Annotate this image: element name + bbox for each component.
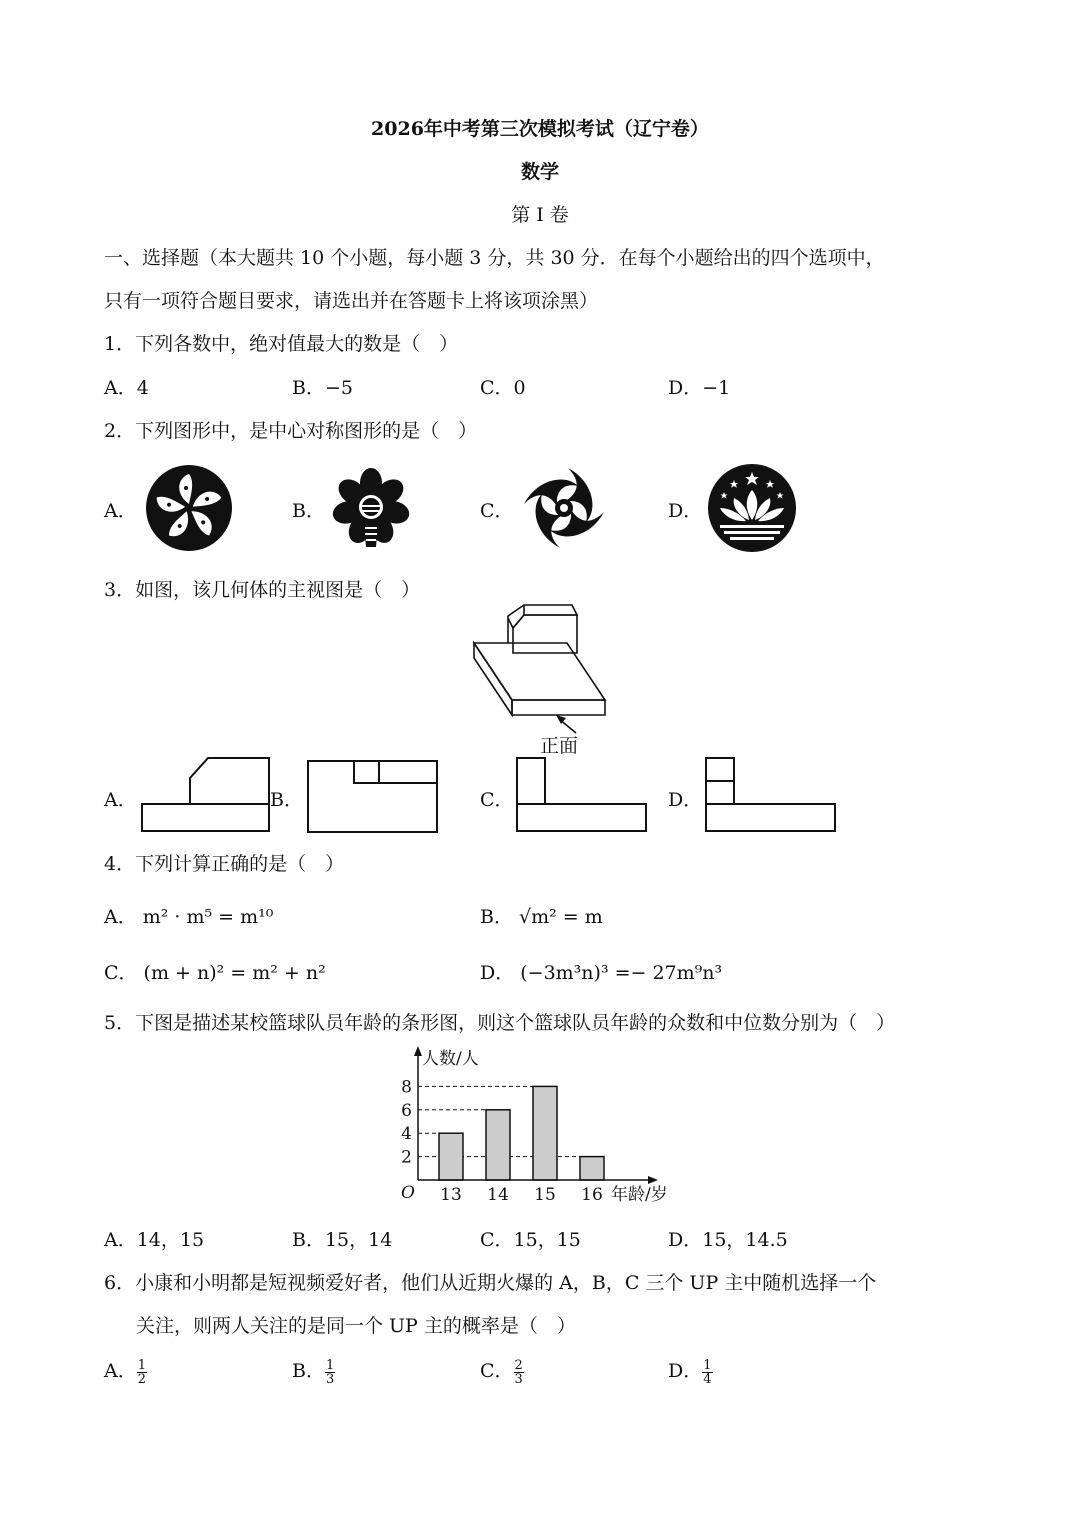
option-expression: (m + n)² = m² + n²	[143, 962, 326, 984]
front-view-option-c-figure	[515, 756, 649, 834]
question-3-stem: 3．如图，该几何体的主视图是（ ）	[104, 579, 421, 601]
front-view-option-d-figure	[704, 756, 838, 834]
bar-13	[439, 1133, 463, 1180]
front-view-option-b-figure	[306, 759, 440, 835]
question-5-option-a[interactable]: A．14，15	[104, 1229, 205, 1251]
y-tick-label: 8	[401, 1077, 412, 1098]
question-2-option-a[interactable]: A．	[104, 500, 137, 522]
exam-title: 2026年中考第三次模拟考试（辽宁卷）	[371, 118, 709, 140]
question-6-option-b[interactable]	[292, 1356, 335, 1386]
option-expression: m² · m⁵ = m¹⁰	[142, 906, 274, 928]
option-label: C．	[104, 962, 138, 984]
numerator: 1	[703, 1357, 712, 1373]
question-1-option-d[interactable]: D．−1	[668, 377, 731, 399]
y-axis-arrow	[414, 1046, 422, 1056]
question-1-option-b[interactable]: B．−5	[292, 377, 353, 399]
bar-14	[486, 1110, 510, 1180]
question-3-option-a[interactable]: A．	[104, 789, 137, 811]
question-5-stem: 5．下图是描述某校篮球队员年龄的条形图，则这个篮球队员年龄的众数和中位数分别为（ ）	[104, 1012, 896, 1034]
numerator: 2	[514, 1357, 523, 1373]
y-axis-label: 人数/人	[422, 1049, 479, 1069]
y-tick-label: 4	[401, 1124, 412, 1145]
x-axis-arrow	[648, 1176, 658, 1184]
origin-label: O	[401, 1183, 415, 1203]
flower-emblem-icon	[330, 466, 412, 548]
fraction	[702, 1359, 712, 1386]
question-3-option-c[interactable]: C．	[480, 789, 514, 811]
option-label: B．	[292, 1360, 325, 1382]
x-tick-label: 13	[440, 1185, 462, 1205]
option-label: D．	[480, 962, 515, 984]
bar-16	[580, 1157, 604, 1180]
denominator: 2	[137, 1371, 147, 1387]
numerator: 1	[137, 1357, 147, 1373]
section-instructions-line2: 只有一项符合题目要求，请选出并在答题卡上将该项涂黑）	[104, 290, 599, 312]
question-4-option-b[interactable]	[480, 902, 603, 929]
x-tick-label: 15	[534, 1185, 556, 1205]
numerator: 1	[325, 1357, 335, 1373]
option-label: C．	[480, 1360, 514, 1382]
question-2-option-b[interactable]: B．	[292, 500, 325, 522]
swirl-emblem-icon	[519, 463, 609, 553]
question-3-option-b[interactable]: B．	[270, 789, 303, 811]
question-3-option-d[interactable]: D．	[668, 789, 703, 811]
question-4-option-a[interactable]	[104, 902, 273, 929]
x-axis-label: 年龄/岁	[611, 1185, 668, 1205]
question-2-option-c[interactable]: C．	[480, 500, 514, 522]
question-6-option-d[interactable]	[668, 1356, 713, 1386]
option-label: A．	[104, 1360, 137, 1382]
denominator: 3	[325, 1371, 335, 1387]
question-4-option-d[interactable]	[480, 958, 722, 985]
fraction	[514, 1359, 524, 1386]
question-1-option-a[interactable]: A．4	[104, 377, 149, 399]
question-5-option-d[interactable]: D．15，14.5	[668, 1229, 788, 1251]
option-expression: √m² = m	[518, 906, 603, 928]
question-6-option-c[interactable]	[480, 1356, 524, 1386]
bauhinia-emblem-icon	[145, 464, 233, 552]
front-view-label: 正面	[540, 735, 579, 757]
question-1-option-c[interactable]: C．0	[480, 377, 526, 399]
fraction	[137, 1359, 147, 1386]
option-label: D．	[668, 1360, 703, 1382]
option-label: A．	[104, 906, 137, 928]
question-6-option-a[interactable]	[104, 1356, 147, 1386]
question-2-stem: 2．下列图形中，是中心对称图形的是（ ）	[104, 420, 478, 442]
option-expression: (−3m³n)³ =− 27m⁹n³	[520, 962, 723, 984]
bar-15	[533, 1086, 557, 1180]
x-tick-label: 16	[581, 1185, 603, 1205]
fraction	[325, 1359, 335, 1386]
x-tick-label: 14	[487, 1185, 509, 1205]
question-4-option-c[interactable]	[104, 958, 326, 985]
denominator: 3	[514, 1371, 523, 1387]
question-4-stem: 4．下列计算正确的是（ ）	[104, 853, 345, 875]
volume-label: 第 I 卷	[511, 204, 569, 226]
option-label: B．	[480, 906, 513, 928]
front-view-option-a-figure	[140, 756, 272, 834]
question-5-option-b[interactable]: B．15，14	[292, 1229, 393, 1251]
question-1-stem: 1．下列各数中，绝对值最大的数是（ ）	[104, 333, 459, 355]
question-2-option-d[interactable]: D．	[668, 500, 703, 522]
question-6-stem-line2: 关注，则两人关注的是同一个 UP 主的概率是（ ）	[136, 1315, 576, 1337]
section-instructions-line1: 一、选择题（本大题共 10 个小题，每小题 3 分，共 30 分．在每个小题给出的四个选项中，	[104, 247, 885, 269]
lotus-emblem-icon	[707, 463, 797, 553]
age-bar-chart	[385, 1040, 685, 1210]
y-tick-label: 6	[401, 1100, 412, 1121]
subject-title: 数学	[520, 161, 559, 183]
question-5-option-c[interactable]: C．15，15	[480, 1229, 581, 1251]
question-6-stem-line1: 6．小康和小明都是短视频爱好者，他们从近期火爆的 A，B，C 三个 UP 主中随机选择一个	[104, 1272, 877, 1294]
denominator: 4	[703, 1371, 712, 1387]
y-tick-label: 2	[401, 1147, 412, 1168]
